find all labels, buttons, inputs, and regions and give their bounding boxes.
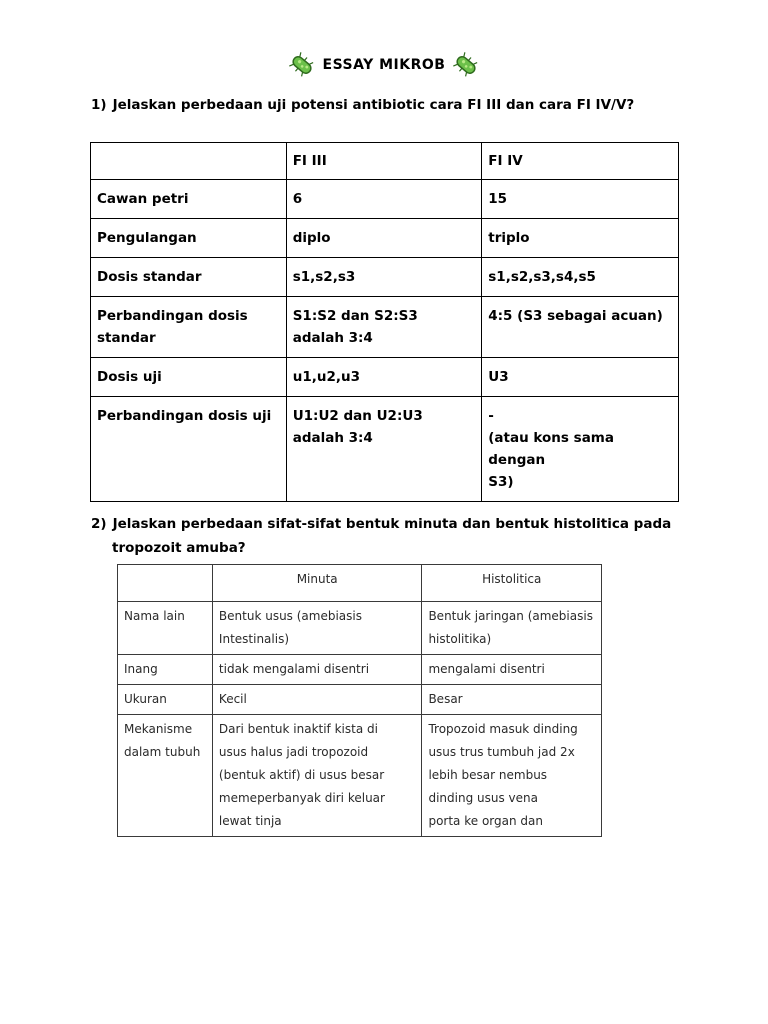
comparison-table-fi bbox=[90, 142, 679, 502]
bacteria-icon bbox=[289, 52, 315, 78]
question-text: Jelaskan perbedaan uji potensi antibiotic cara FI III dan cara FI IV/V? bbox=[112, 97, 635, 113]
bacteria-icon bbox=[453, 52, 479, 78]
table-cell: triplo bbox=[482, 219, 679, 258]
row-label-cell: Inang bbox=[118, 655, 213, 685]
table-cell: s1,s2,s3,s4,s5 bbox=[482, 258, 679, 297]
table-cell: s1,s2,s3 bbox=[286, 258, 482, 297]
table-cell: - (atau kons sama dengan S3) bbox=[482, 397, 679, 502]
table-cell: S1:S2 dan S2:S3 adalah 3:4 bbox=[286, 297, 482, 358]
table-row bbox=[91, 297, 679, 358]
document-title bbox=[0, 52, 768, 78]
table-row bbox=[118, 602, 602, 655]
row-label-cell: Perbandingan dosis uji bbox=[91, 397, 287, 502]
title-text: ESSAY MIKROB bbox=[322, 57, 446, 73]
table-header-row bbox=[91, 143, 679, 180]
question-text-continued: tropozoit amuba? bbox=[112, 540, 246, 556]
table-cell: 6 bbox=[286, 180, 482, 219]
row-label-cell: Nama lain bbox=[118, 602, 213, 655]
table-header-row bbox=[118, 565, 602, 602]
table-row bbox=[91, 258, 679, 297]
table-cell: Bentuk usus (amebiasis Intestinalis) bbox=[212, 602, 422, 655]
table-row bbox=[118, 685, 602, 715]
table-cell: U3 bbox=[482, 358, 679, 397]
table-header-cell: FI III bbox=[286, 143, 482, 180]
table-cell: u1,u2,u3 bbox=[286, 358, 482, 397]
question-number: 1) bbox=[91, 97, 107, 113]
row-label-cell: Perbandingan dosis standar bbox=[91, 297, 287, 358]
row-label-cell: Dosis uji bbox=[91, 358, 287, 397]
table-cell: 15 bbox=[482, 180, 679, 219]
table-header-cell: Histolitica bbox=[422, 565, 602, 602]
table-cell: Tropozoid masuk dinding usus trus tumbuh jad 2x lebih besar nembus dinding usus vena porta ke organ dan bbox=[422, 715, 602, 837]
table-cell: U1:U2 dan U2:U3 adalah 3:4 bbox=[286, 397, 482, 502]
question-2 bbox=[91, 512, 679, 560]
comparison-table-amuba bbox=[117, 564, 602, 837]
table-row bbox=[118, 655, 602, 685]
table-cell: Besar bbox=[422, 685, 602, 715]
row-label-cell: Ukuran bbox=[118, 685, 213, 715]
table-header-cell bbox=[118, 565, 213, 602]
table-cell: mengalami disentri bbox=[422, 655, 602, 685]
table-header-cell: FI IV bbox=[482, 143, 679, 180]
table-header-cell: Minuta bbox=[212, 565, 422, 602]
table-cell: Kecil bbox=[212, 685, 422, 715]
row-label-cell: Mekanisme dalam tubuh bbox=[118, 715, 213, 837]
table-row bbox=[91, 358, 679, 397]
table-cell: Bentuk jaringan (amebiasis histolitika) bbox=[422, 602, 602, 655]
table-row bbox=[91, 180, 679, 219]
row-label-cell: Cawan petri bbox=[91, 180, 287, 219]
question-number: 2) bbox=[91, 516, 107, 532]
table-cell: diplo bbox=[286, 219, 482, 258]
table-header-cell bbox=[91, 143, 287, 180]
table-row bbox=[118, 715, 602, 837]
row-label-cell: Pengulangan bbox=[91, 219, 287, 258]
question-text: Jelaskan perbedaan sifat-sifat bentuk minuta dan bentuk histolitica pada bbox=[112, 516, 672, 532]
table-cell: 4:5 (S3 sebagai acuan) bbox=[482, 297, 679, 358]
table-cell: tidak mengalami disentri bbox=[212, 655, 422, 685]
table-row bbox=[91, 397, 679, 502]
row-label-cell: Dosis standar bbox=[91, 258, 287, 297]
table-cell: Dari bentuk inaktif kista di usus halus jadi tropozoid (bentuk aktif) di usus besar memeperbanyak diri keluar lewat tinja bbox=[212, 715, 422, 837]
question-1 bbox=[91, 93, 679, 117]
table-row bbox=[91, 219, 679, 258]
